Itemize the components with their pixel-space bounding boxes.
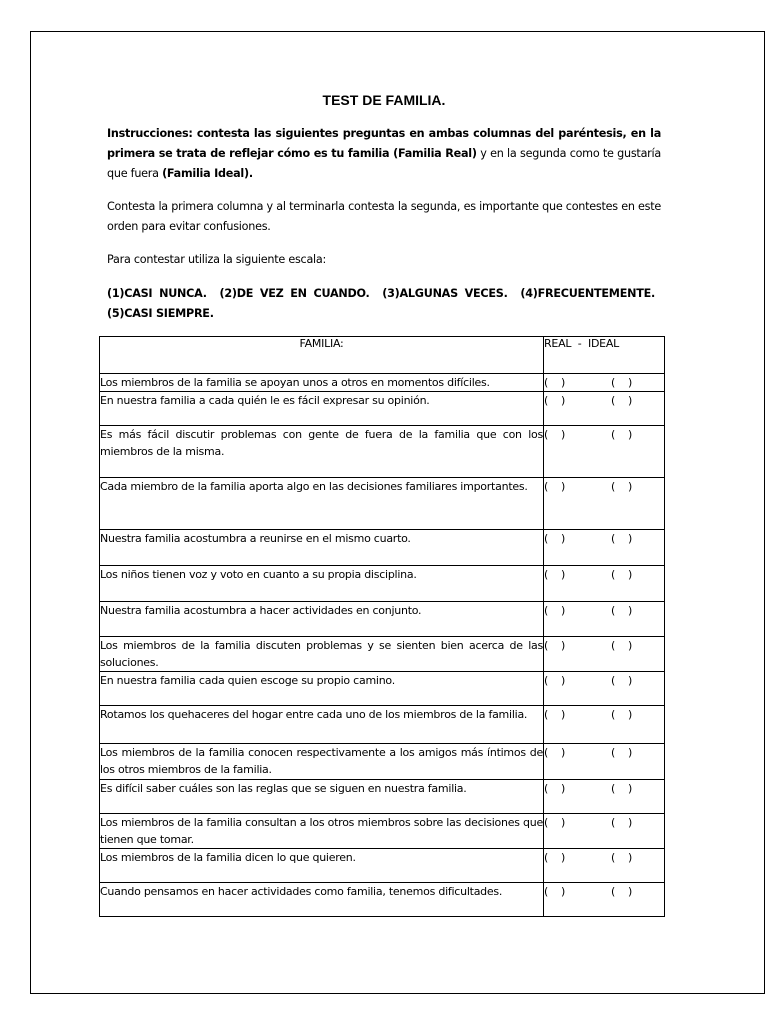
question-text: Los miembros de la familia conocen respectivamente a los amigos más íntimos de los otros miembros de la familia. bbox=[100, 744, 544, 780]
answer-blank-real[interactable]: ( ) bbox=[544, 816, 566, 829]
answer-blank-ideal[interactable]: ( ) bbox=[611, 851, 633, 864]
answer-blank-real[interactable]: ( ) bbox=[544, 746, 566, 759]
questionnaire-table bbox=[99, 336, 665, 917]
answer-blank-ideal[interactable]: ( ) bbox=[611, 639, 633, 652]
scale-option: (5)CASI SIEMPRE. bbox=[107, 307, 214, 320]
answer-blank-real[interactable]: ( ) bbox=[544, 674, 566, 687]
question-text: Los miembros de la familia discuten problemas y se sienten bien acerca de las soluciones. bbox=[100, 637, 544, 672]
header-familia: FAMILIA: bbox=[100, 337, 544, 374]
answer-blank-ideal[interactable]: ( ) bbox=[611, 885, 633, 898]
question-text: Los miembros de la familia dicen lo que quieren. bbox=[100, 849, 544, 883]
scale-option: (4)FRECUENTEMENTE. bbox=[520, 287, 655, 300]
answer-cell bbox=[544, 566, 665, 602]
scale-option: (1)CASI NUNCA. bbox=[107, 287, 207, 300]
instructions-suffix: . bbox=[248, 167, 253, 180]
answer-cell bbox=[544, 478, 665, 530]
answer-blank-ideal[interactable]: ( ) bbox=[611, 674, 633, 687]
familia-real-label: (Familia Real) bbox=[393, 147, 477, 160]
table-row bbox=[100, 672, 665, 706]
table-row bbox=[100, 706, 665, 744]
answer-blank-ideal[interactable]: ( ) bbox=[611, 782, 633, 795]
answer-blank-real[interactable]: ( ) bbox=[544, 885, 566, 898]
scale-list bbox=[107, 284, 661, 324]
question-text: Cuando pensamos en hacer actividades como familia, tenemos dificultades. bbox=[100, 883, 544, 917]
answer-blank-real[interactable]: ( ) bbox=[544, 394, 566, 407]
table-row bbox=[100, 849, 665, 883]
order-note-paragraph: Contesta la primera columna y al terminarla contesta la segunda, es importante que contestes en este orden para evitar confusiones. bbox=[107, 200, 661, 233]
table-row bbox=[100, 478, 665, 530]
table-row bbox=[100, 374, 665, 392]
answer-blank-ideal[interactable]: ( ) bbox=[611, 394, 633, 407]
answer-blank-ideal[interactable]: ( ) bbox=[611, 568, 633, 581]
table-row bbox=[100, 814, 665, 849]
answer-blank-ideal[interactable]: ( ) bbox=[611, 480, 633, 493]
answer-cell bbox=[544, 814, 665, 849]
table-row bbox=[100, 744, 665, 780]
answer-blank-real[interactable]: ( ) bbox=[544, 639, 566, 652]
table-row bbox=[100, 780, 665, 814]
question-text: Rotamos los quehaceres del hogar entre cada uno de los miembros de la familia. bbox=[100, 706, 544, 744]
instructions-middle: y en la segunda como te gustaría que fuera bbox=[107, 147, 661, 180]
instructions-prefix: Instrucciones: contesta las siguientes preguntas en ambas columnas del paréntesis, en la primera se trata de reflejar cómo es tu familia bbox=[107, 127, 661, 160]
answer-blank-ideal[interactable]: ( ) bbox=[611, 746, 633, 759]
question-text: Es difícil saber cuáles son las reglas que se siguen en nuestra familia. bbox=[100, 780, 544, 814]
answer-blank-ideal[interactable]: ( ) bbox=[611, 604, 633, 617]
answer-blank-real[interactable]: ( ) bbox=[544, 604, 566, 617]
table-row bbox=[100, 637, 665, 672]
answer-cell bbox=[544, 744, 665, 780]
answer-blank-real[interactable]: ( ) bbox=[544, 568, 566, 581]
instructions-paragraph bbox=[107, 124, 661, 184]
document-title: TEST DE FAMILIA. bbox=[322, 92, 446, 108]
answer-blank-real[interactable]: ( ) bbox=[544, 782, 566, 795]
answer-blank-real[interactable]: ( ) bbox=[544, 532, 566, 545]
table-row bbox=[100, 566, 665, 602]
answer-cell bbox=[544, 426, 665, 478]
question-text: En nuestra familia cada quien escoge su propio camino. bbox=[100, 672, 544, 706]
answer-blank-ideal[interactable]: ( ) bbox=[611, 376, 633, 389]
answer-cell bbox=[544, 637, 665, 672]
scale-option: (2)DE VEZ EN CUANDO. bbox=[219, 287, 370, 300]
answer-cell bbox=[544, 392, 665, 426]
answer-blank-ideal[interactable]: ( ) bbox=[611, 816, 633, 829]
question-text: Es más fácil discutir problemas con gente de fuera de la familia que con los miembros de la misma. bbox=[100, 426, 544, 478]
question-text: Los niños tienen voz y voto en cuanto a su propia disciplina. bbox=[100, 566, 544, 602]
answer-cell bbox=[544, 706, 665, 744]
table-row bbox=[100, 602, 665, 637]
answer-cell bbox=[544, 849, 665, 883]
answer-blank-ideal[interactable]: ( ) bbox=[611, 708, 633, 721]
table-row bbox=[100, 883, 665, 917]
answer-blank-ideal[interactable]: ( ) bbox=[611, 532, 633, 545]
question-text: Nuestra familia acostumbra a reunirse en el mismo cuarto. bbox=[100, 530, 544, 566]
answer-cell bbox=[544, 374, 665, 392]
table-header-row bbox=[100, 337, 665, 374]
scale-intro-paragraph: Para contestar utiliza la siguiente escala: bbox=[107, 253, 327, 266]
table-row bbox=[100, 530, 665, 566]
answer-blank-real[interactable]: ( ) bbox=[544, 376, 566, 389]
answer-cell bbox=[544, 530, 665, 566]
answer-cell bbox=[544, 602, 665, 637]
answer-blank-real[interactable]: ( ) bbox=[544, 708, 566, 721]
table-row bbox=[100, 392, 665, 426]
question-text: Nuestra familia acostumbra a hacer actividades en conjunto. bbox=[100, 602, 544, 637]
answer-blank-real[interactable]: ( ) bbox=[544, 428, 566, 441]
header-real-ideal: REAL - IDEAL bbox=[544, 337, 665, 374]
scale-option: (3)ALGUNAS VECES. bbox=[382, 287, 508, 300]
answer-blank-ideal[interactable]: ( ) bbox=[611, 428, 633, 441]
answer-cell bbox=[544, 883, 665, 917]
answer-cell bbox=[544, 672, 665, 706]
answer-blank-real[interactable]: ( ) bbox=[544, 851, 566, 864]
question-text: Los miembros de la familia se apoyan unos a otros en momentos difíciles. bbox=[100, 374, 544, 392]
question-text: En nuestra familia a cada quién le es fácil expresar su opinión. bbox=[100, 392, 544, 426]
answer-blank-real[interactable]: ( ) bbox=[544, 480, 566, 493]
answer-cell bbox=[544, 780, 665, 814]
table-row bbox=[100, 426, 665, 478]
familia-ideal-label: (Familia Ideal) bbox=[162, 167, 249, 180]
question-text: Los miembros de la familia consultan a los otros miembros sobre las decisiones que tienen que tomar. bbox=[100, 814, 544, 849]
question-text: Cada miembro de la familia aporta algo en las decisiones familiares importantes. bbox=[100, 478, 544, 530]
